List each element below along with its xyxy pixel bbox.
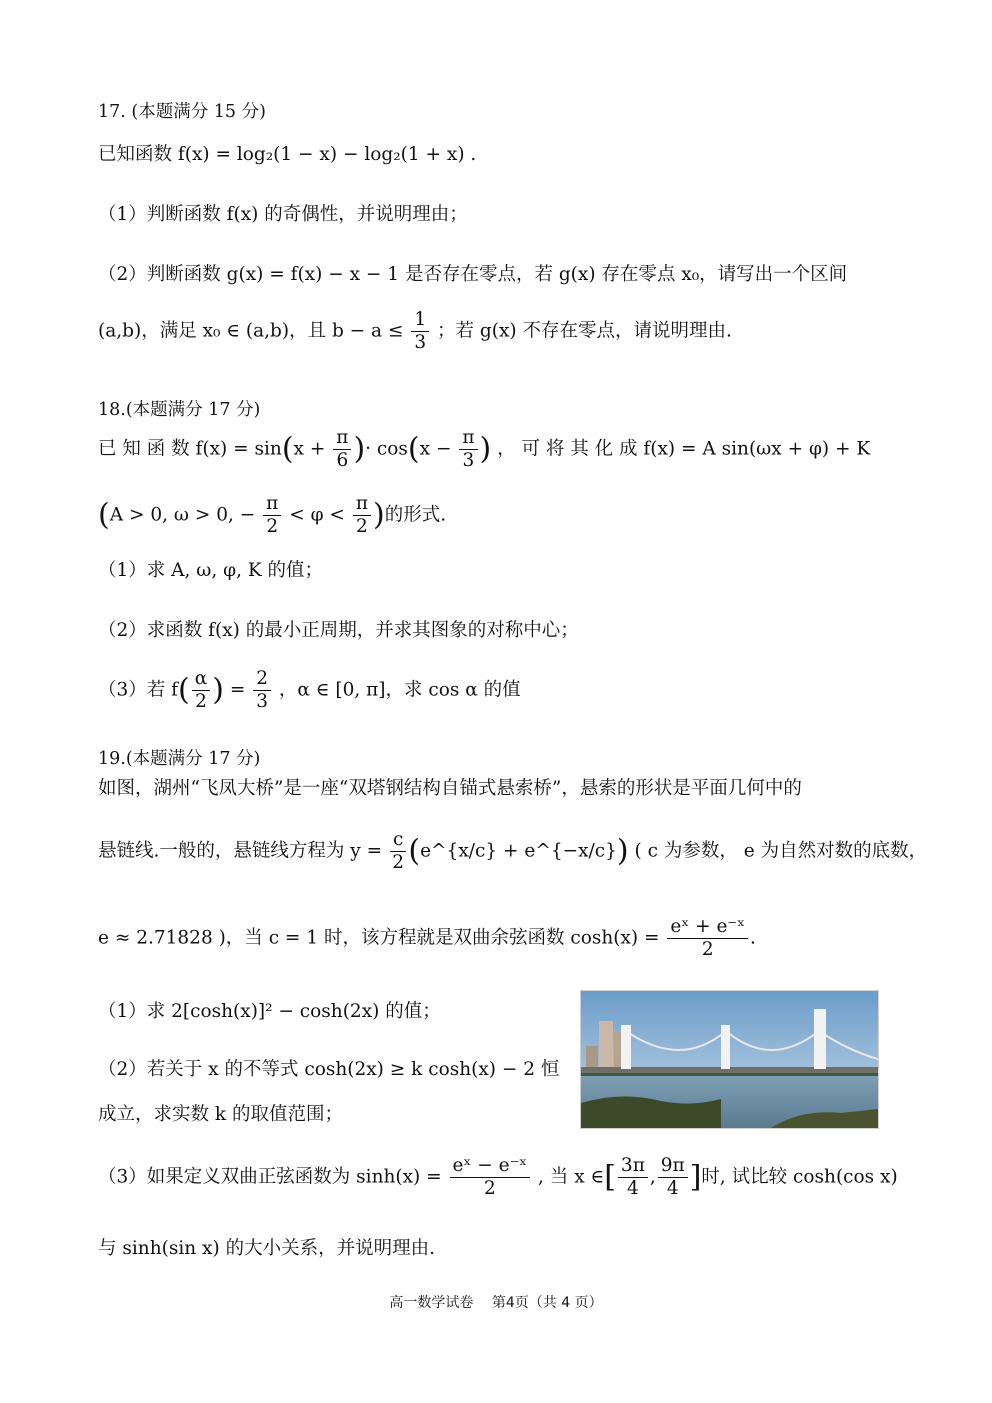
paren-close: ) — [353, 431, 366, 467]
three-pi: 3π — [618, 1155, 648, 1178]
two-den-4: 2 — [392, 852, 405, 873]
q18-part3 — [98, 668, 521, 713]
q18-part1: （1）求 A, ω, φ, K 的值； — [98, 560, 324, 581]
interval-pre: , 当 x ∈ — [538, 1166, 605, 1188]
period: . — [750, 927, 756, 949]
q17-part2-line2 — [98, 309, 732, 354]
equals: = — [229, 679, 246, 701]
q17-p2b-pre: (a,b)，满足 x₀ ∈ (a,b)，且 b − a ≤ — [98, 320, 404, 342]
cond-paren-close: ) — [373, 497, 385, 533]
two-thirds — [253, 668, 271, 713]
alpha-over-2 — [192, 668, 211, 713]
cosh-num: eˣ + e⁻ˣ — [667, 916, 748, 939]
q18-condition — [98, 493, 446, 538]
two-den-3: 2 — [195, 691, 207, 712]
pi-over-2 — [263, 493, 281, 538]
q17-intro: 已知函数 f(x) = log₂(1 − x) − log₂(1 + x) . — [98, 144, 477, 165]
q18-intro-a: 已 知 函 数 f(x) = sin — [98, 438, 282, 460]
paren-open: ( — [281, 431, 294, 467]
nine-pi: 9π — [658, 1155, 688, 1178]
four-den: 4 — [627, 1178, 639, 1199]
two-den: 2 — [266, 516, 279, 537]
cosh-def-pre: e ≈ 2.71828 )，当 c = 1 时，该方程就是双曲余弦函数 cosh(x) = — [98, 927, 660, 949]
alpha-num: α — [192, 668, 211, 691]
cond-a: A > 0, ω > 0, − — [109, 504, 256, 526]
exp-expression: e^{x/c} + e^{−x/c} — [420, 840, 617, 862]
page-footer: 高一数学试卷 第4页（共 4 页） — [389, 1295, 603, 1311]
q17-p2b-post: ；若 g(x) 不存在零点，请说明理由. — [437, 320, 732, 342]
cat-paren-close: ) — [616, 833, 629, 869]
bridge-image — [581, 991, 878, 1128]
cat-paren-open: ( — [408, 833, 421, 869]
q18-title: 18.(本题满分 17 分) — [98, 400, 261, 420]
c-over-2 — [390, 829, 406, 874]
one-third-fraction — [411, 309, 429, 354]
paren-close-2: ) — [479, 431, 492, 467]
pi-num: π — [333, 427, 351, 450]
q18-p3-pre: （3）若 f — [98, 679, 178, 701]
cond-tail: 的形式. — [384, 504, 447, 526]
c-num: c — [390, 829, 406, 852]
six-den: 6 — [336, 450, 349, 471]
q19-part2-line1: （2）若关于 x 的不等式 cosh(2x) ≥ k cosh(x) − 2 恒 — [98, 1059, 560, 1080]
sinh-num: eˣ − e⁻ˣ — [450, 1155, 531, 1178]
pi-over-3 — [459, 427, 477, 472]
q19-intro2 — [98, 829, 927, 874]
pi-num-4: π — [353, 493, 371, 516]
p3-paren-open: ( — [178, 672, 190, 708]
q19-title: 19.(本题满分 17 分) — [98, 749, 261, 769]
sinh-def-pre: （3）如果定义双曲正弦函数为 sinh(x) = — [98, 1166, 442, 1188]
pi-over-2-b — [353, 493, 371, 538]
pi-num-2: π — [459, 427, 477, 450]
q19-part3: （3）如果定义双曲正弦函数为 sinh(x) = $\frac{\text{eˣ − e⁻ˣ}}{2}$ , 当 x ∈[ $\frac{3\pi}{4}$ , $\frac{9\pi}{4}$ ]时, 试比较 cosh(cos x) — [98, 1155, 898, 1199]
cos-label: · cos — [365, 438, 408, 460]
catenary-pre: 悬链线.一般的，悬链线方程为 y = — [98, 840, 383, 862]
three-den: 3 — [462, 450, 475, 471]
q18-intro-b: ， 可 将 其 化 成 f(x) = A sin(ωx + φ) + K — [497, 438, 871, 460]
p3-paren-close: ) — [212, 672, 224, 708]
q19-part2-line2: 成立，求实数 k 的取值范围； — [98, 1104, 343, 1125]
two-den-2: 2 — [356, 516, 368, 537]
cond-b: < φ < — [289, 504, 345, 526]
bracket-close: ] — [689, 1159, 702, 1195]
three-pi-over-4 — [618, 1155, 648, 1200]
compare-text: 时, 试比较 cosh(cos x) — [701, 1166, 898, 1188]
pi-num-3: π — [263, 493, 281, 516]
cond-paren-open: ( — [98, 497, 110, 533]
q19-intro1: 如图，湖州“飞凤大桥”是一座“双塔钢结构自锚式悬索桥”，悬索的形状是平面几何中的 — [98, 778, 802, 799]
cosh-fraction — [667, 916, 748, 961]
catenary-post: ( c 为参数， e 为自然对数的底数， — [634, 840, 928, 862]
two-num: 2 — [253, 668, 271, 691]
bracket-open: [ — [604, 1159, 616, 1195]
x-plus: x + — [293, 438, 326, 460]
sinh-fraction — [450, 1155, 531, 1200]
two-den-6: 2 — [483, 1178, 496, 1199]
fraction-denominator: 3 — [414, 332, 427, 353]
q18-part2: （2）求函数 f(x) 的最小正周期，并求其图象的对称中心； — [98, 620, 579, 641]
q18-intro — [98, 427, 870, 472]
four-den-2: 4 — [666, 1178, 679, 1199]
pi-over-6 — [333, 427, 351, 472]
q19-part3-line2: 与 sinh(sin x) 的大小关系，并说明理由. — [98, 1238, 435, 1259]
q17-title: 17. (本题满分 15 分) — [98, 102, 266, 122]
q17-part1: （1）判断函数 f(x) 的奇偶性，并说明理由； — [98, 204, 468, 225]
q19-part1: （1）求 2[cosh(x)]² − cosh(2x) 的值； — [98, 1001, 441, 1022]
three-den-2: 3 — [256, 691, 269, 712]
q17-part2-line1: （2）判断函数 g(x) = f(x) − x − 1 是否存在零点，若 g(x) 存在零点 x₀，请写出一个区间 — [98, 264, 848, 285]
fraction-numerator: 1 — [411, 309, 429, 332]
bridge-photo — [580, 990, 879, 1129]
nine-pi-over-4 — [658, 1155, 688, 1200]
paren-open-2: ( — [407, 431, 420, 467]
x-minus: x − — [419, 438, 452, 460]
two-den-5: 2 — [701, 939, 714, 960]
q19-intro3 — [98, 916, 756, 961]
q18-p3-post: ，α ∈ [0, π]，求 cos α 的值 — [278, 679, 521, 701]
